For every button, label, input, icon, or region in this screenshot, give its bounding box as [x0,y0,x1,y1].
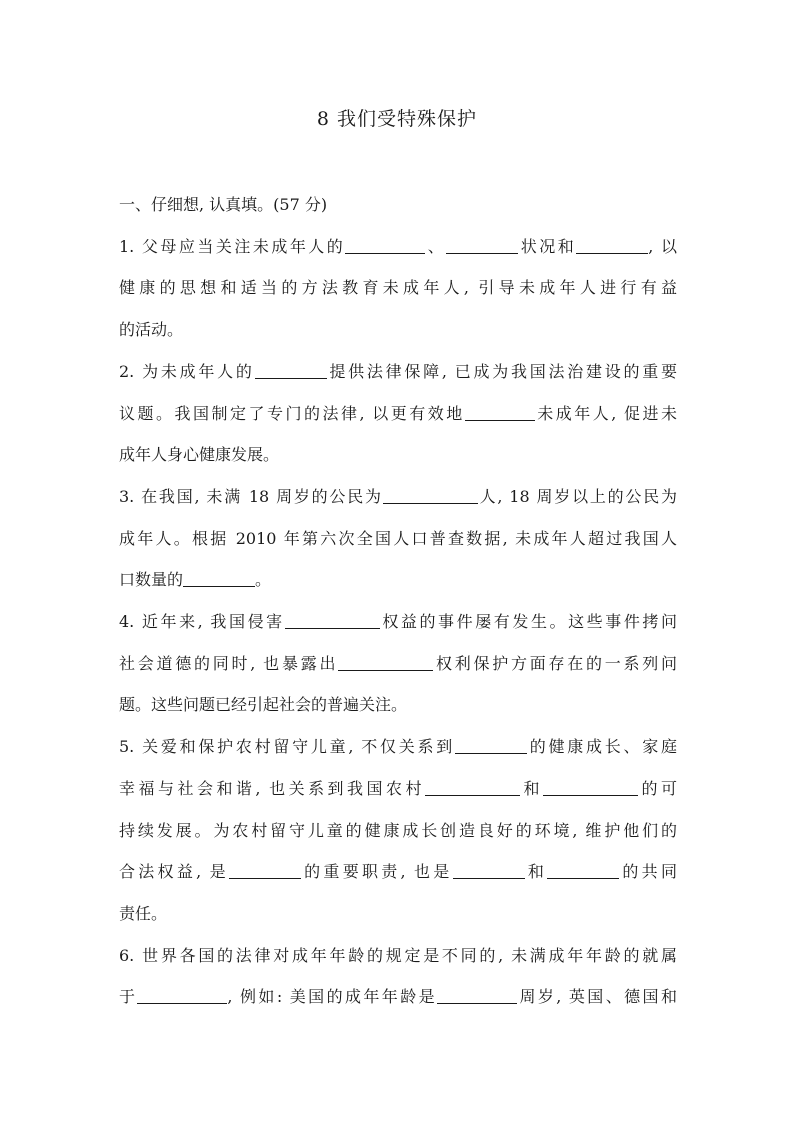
answer-blank[interactable] [465,404,535,421]
question-text: 状况和 [518,236,577,256]
answer-blank[interactable] [547,862,619,879]
question-text: 的重要职责, 也是 [300,862,453,882]
answer-blank[interactable] [338,654,433,671]
question-text: , 以 [648,236,677,256]
answer-blank[interactable] [453,862,525,879]
question-text: 、 [425,236,447,256]
exercise-content [119,184,677,1018]
question-text: 的活动。 [119,320,184,340]
question-text: 人, 18 周岁以上的公民为 [477,486,677,506]
question-text: 未成年人, 促进未 [534,403,677,423]
question-4 [119,601,677,726]
question-3 [119,476,677,601]
answer-blank[interactable] [576,237,648,254]
question-text: 于 [119,987,138,1007]
answer-blank[interactable] [183,570,255,587]
question-text: 1. 父母应当关注未成年人的 [119,236,346,256]
question-text: 社会道德的同时, 也暴露出 [119,653,339,673]
question-text: 周岁, 英国、德国和 [517,987,677,1007]
answer-blank[interactable] [437,987,517,1004]
question-text: 合法权益, 是 [119,862,229,882]
question-5 [119,726,677,935]
answer-blank[interactable] [455,737,527,754]
question-text: 的健康成长、家庭 [527,737,677,757]
answer-blank[interactable] [446,237,518,254]
question-text: 幸福与社会和谐, 也关系到我国农村 [119,778,425,798]
question-text: 和 [524,862,548,882]
answer-blank[interactable] [543,779,638,796]
answer-blank[interactable] [383,487,478,504]
question-1 [119,226,677,351]
answer-blank[interactable] [425,779,520,796]
answer-blank[interactable] [229,862,301,879]
question-text: , 例如: 美国的成年年龄是 [227,987,438,1007]
question-text: 议题。我国制定了专门的法律, 以更有效地 [119,403,465,423]
answer-blank[interactable] [137,987,227,1004]
section-heading: 一、仔细想, 认真填。(57 分) [119,195,328,214]
question-text: 持续发展。为农村留守儿童的健康成长创造良好的环境, 维护他们的 [119,820,677,840]
question-text: 成年人。根据 2010 年第六次全国人口普查数据, 未成年人超过我国人 [119,528,677,548]
question-text: 。 [255,570,272,590]
answer-blank[interactable] [285,612,380,629]
answer-blank[interactable] [345,237,425,254]
question-text: 2. 为未成年人的 [119,361,255,381]
question-text: 6. 世界各国的法律对成年年龄的规定是不同的, 未满成年年龄的就属 [119,945,677,965]
question-2 [119,351,677,476]
question-text: 权利保护方面存在的一系列问 [433,653,677,673]
question-text: 口数量的 [119,570,184,590]
question-text: 4. 近年来, 我国侵害 [119,612,285,632]
question-text: 的可 [637,778,677,798]
question-text: 提供法律保障, 已成为我国法治建设的重要 [326,361,677,381]
answer-blank[interactable] [255,362,327,379]
question-text: 和 [520,778,543,798]
question-text: 成年人身心健康发展。 [119,445,280,465]
question-text: 3. 在我国, 未满 18 周岁的公民为 [119,486,383,506]
question-text: 的共同 [619,862,677,882]
question-text: 健康的思想和适当的方法教育未成年人, 引导未成年人进行有益 [119,278,677,298]
question-text: 题。这些问题已经引起社会的普遍关注。 [119,695,408,715]
question-text: 5. 关爱和保护农村留守儿童, 不仅关系到 [119,737,455,757]
page-title: 8 我们受特殊保护 [316,108,478,130]
question-6 [119,935,677,1018]
question-text: 权益的事件屡有发生。这些事件拷问 [379,612,677,632]
question-text: 责任。 [119,903,168,923]
